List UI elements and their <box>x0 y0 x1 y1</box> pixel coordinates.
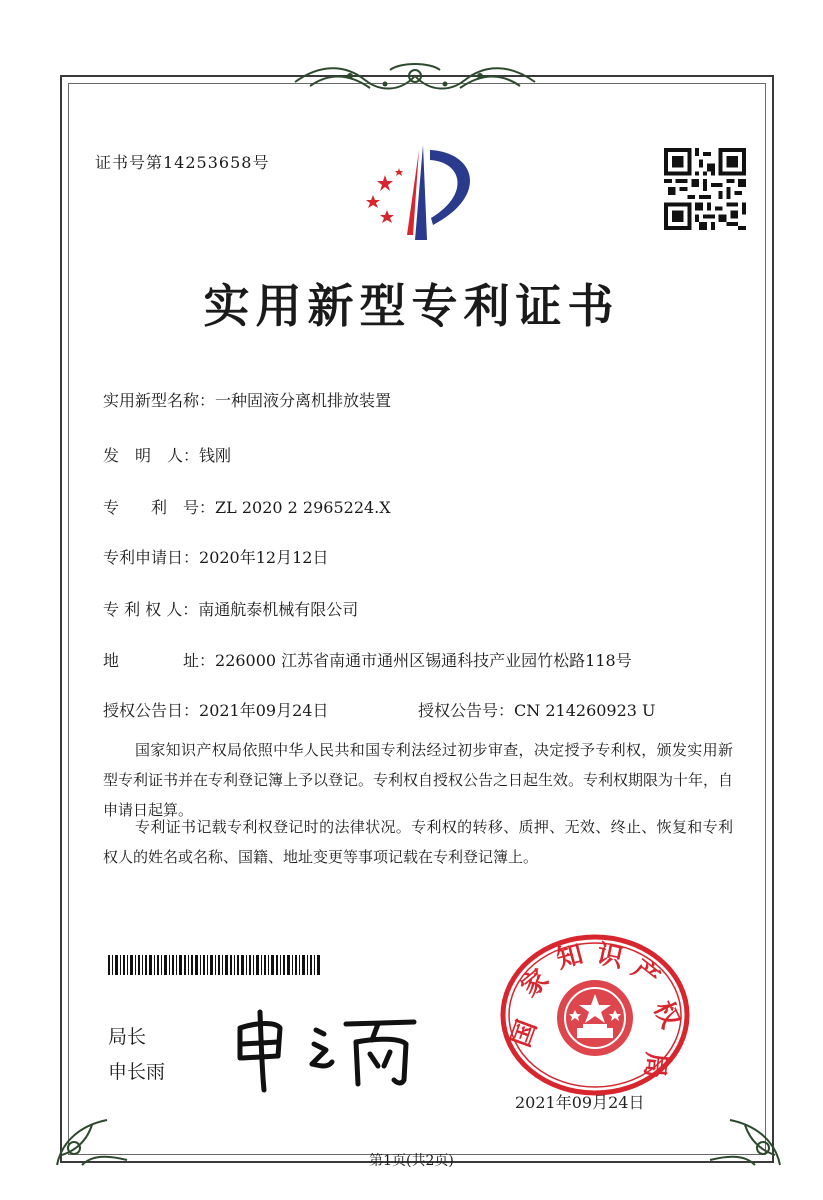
qr-code-icon <box>664 148 746 230</box>
field-value: 钱刚 <box>199 446 232 465</box>
field-address <box>103 648 632 671</box>
statement-paragraph-2: 专利证书记载专利权登记时的法律状况。专利权的转移、质押、无效、终止、恢复和专利权人的姓名或名称、国籍、地址变更等事项记载在专利登记簿上。 <box>103 818 733 866</box>
svg-text:识: 识 <box>594 939 626 975</box>
director-name: 申长雨 <box>108 1061 166 1083</box>
field-label: 专 利 权 人： <box>103 600 199 619</box>
field-label: 专利申请日： <box>103 548 200 567</box>
field-label: 地 址： <box>103 651 216 670</box>
svg-text:权: 权 <box>647 996 686 1033</box>
field-patentee <box>103 597 358 620</box>
certificate-number: 证书号第14253658号 <box>95 153 270 172</box>
field-grant-date <box>103 698 328 721</box>
patent-office-logo-icon <box>355 140 495 250</box>
official-seal-icon <box>495 930 695 1100</box>
field-value: 2020年12月12日 <box>199 548 329 567</box>
field-utility-name <box>103 388 391 411</box>
field-label: 实用新型名称： <box>103 391 216 410</box>
svg-text:产: 产 <box>625 954 665 994</box>
page-number: 第1页(共2页) <box>369 1153 454 1169</box>
svg-text:家: 家 <box>515 963 555 1004</box>
top-ornament-icon <box>290 62 540 96</box>
field-inventor <box>103 443 231 466</box>
svg-text:国: 国 <box>505 1016 543 1052</box>
field-value: ZL 2020 2 2965224.X <box>215 498 391 517</box>
field-grant-number <box>418 698 656 721</box>
field-label: 专 利 号： <box>103 498 216 517</box>
field-value: 2021年09月24日 <box>199 701 329 720</box>
field-value: 226000 江苏省南通市通州区锡通科技产业园竹松路118号 <box>215 651 632 670</box>
field-patent-number <box>103 495 391 518</box>
field-label: 授权公告日： <box>103 701 200 720</box>
certificate-title: 实用新型专利证书 <box>203 279 620 333</box>
barcode-icon <box>108 955 320 975</box>
field-filing-date <box>103 545 328 568</box>
field-value: 一种固液分离机排放装置 <box>215 391 392 410</box>
seal-date: 2021年09月24日 <box>515 1093 645 1112</box>
field-value: CN 214260923 U <box>514 701 656 720</box>
director-signature <box>228 1000 428 1095</box>
field-label: 授权公告号： <box>418 701 515 720</box>
field-label: 发 明 人： <box>103 446 200 465</box>
svg-text:局: 局 <box>638 1050 671 1080</box>
svg-text:知: 知 <box>553 939 587 976</box>
statement-paragraph-1: 国家知识产权局依照中华人民共和国专利法经过初步审查，决定授予专利权，颁发实用新型专利证书并在专利登记簿上予以登记。专利权自授权公告之日起生效。专利权期限为十年，自申请日起算。 <box>103 741 734 819</box>
field-value: 南通航泰机械有限公司 <box>198 600 359 619</box>
director-title: 局长 <box>108 1026 147 1048</box>
